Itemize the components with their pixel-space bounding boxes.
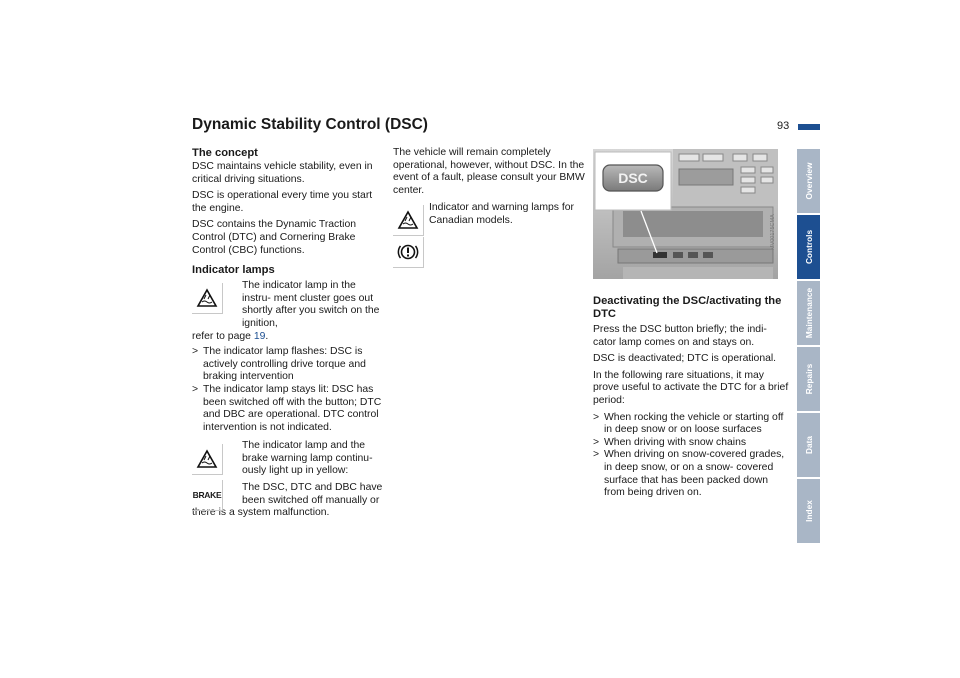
- dsc-warning-lamp-icon: [192, 444, 223, 475]
- dsc-warning-lamp-icon: [192, 283, 223, 314]
- concept-heading: The concept: [192, 147, 258, 159]
- dsc-button-label: DSC: [618, 170, 648, 186]
- tab-index[interactable]: Index: [797, 479, 820, 543]
- tab-repairs[interactable]: Repairs: [797, 347, 820, 411]
- tab-maintenance[interactable]: Maintenance: [797, 281, 820, 345]
- tab-data[interactable]: Data: [797, 413, 820, 477]
- lamp-text: Indicator and warning lamps for Canadian models.: [429, 202, 574, 226]
- lamp-bullet-list: [192, 346, 384, 434]
- left-column: [192, 147, 384, 523]
- dsc-deactivate-heading: Deactivating the DSC/activating the DTC: [593, 295, 782, 320]
- paragraph: In the following rare situations, it may prove useful to activate the DTC for a brief period:: [593, 369, 789, 406]
- list-item: > When driving on snow-covered grades, in deep snow, or on a snow- covered surface that has been packed down from being driven on.: [593, 449, 789, 499]
- list-item: > The indicator lamp stays lit: DSC has been switched off with the button; DTC and DBC are operational. DTC control intervention is not indicated.: [192, 384, 384, 434]
- page-reference-link[interactable]: 19: [253, 330, 266, 342]
- indicator-lamps-heading: Indicator lamps: [192, 264, 275, 277]
- concept-paragraph: DSC contains the Dynamic Traction Control (DTC) and Cornering Brake Control (CBC) functions.: [192, 219, 357, 256]
- dsc-warning-lamp-icon: [393, 205, 424, 236]
- photo-code: MV00175CMA: [770, 214, 776, 250]
- concept-paragraph: DSC maintains vehicle stability, even in critical driving situations.: [192, 161, 373, 185]
- section-tabs: [797, 149, 820, 545]
- middle-column: [393, 147, 585, 271]
- brake-warning-lamp-icon: [192, 480, 223, 511]
- paragraph: DSC is deactivated; DTC is operational.: [593, 353, 777, 365]
- lamp-block: [192, 280, 384, 343]
- brake-lamp-label: BRAKE: [192, 489, 222, 500]
- page-title: Dynamic Stability Control (DSC): [192, 116, 428, 133]
- right-column: [593, 295, 789, 504]
- tab-controls[interactable]: Controls: [797, 215, 820, 279]
- list-item: > When driving with snow chains: [593, 437, 789, 450]
- lamp-text-continued: refer to page 19.: [192, 330, 269, 342]
- brake-circle-warning-icon: [393, 237, 424, 268]
- lamp-text: The DSC, DTC and DBC have been switched off manually or: [242, 482, 383, 506]
- paragraph: Press the DSC button briefly; the indi- cator lamp comes on and stays on.: [593, 324, 767, 348]
- tab-overview[interactable]: Overview: [797, 149, 820, 213]
- dtc-situations-list: [593, 412, 789, 500]
- paragraph: The vehicle will remain completely operational, however, without DSC. In the event of a fault, please consult your BMW center.: [393, 147, 585, 196]
- lamp-block: [192, 440, 384, 520]
- list-item: > When rocking the vehicle or starting off in deep snow or on loose surfaces: [593, 412, 789, 437]
- page-number-bar: [798, 124, 820, 130]
- list-item: > The indicator lamp flashes: DSC is actively controlling drive torque and braking intervention: [192, 346, 384, 384]
- lamp-text-continued: there is a system malfunction.: [192, 507, 330, 519]
- lamp-text: The indicator lamp and the brake warning lamp continu- ously light up in yellow:: [242, 440, 373, 477]
- lamp-block: [393, 202, 585, 268]
- concept-paragraph: DSC is operational every time you start the engine.: [192, 190, 373, 214]
- lamp-text: The indicator lamp in the instru- ment cluster goes out shortly after you switch on the ignition,: [242, 280, 380, 329]
- page-number: 93: [777, 120, 790, 132]
